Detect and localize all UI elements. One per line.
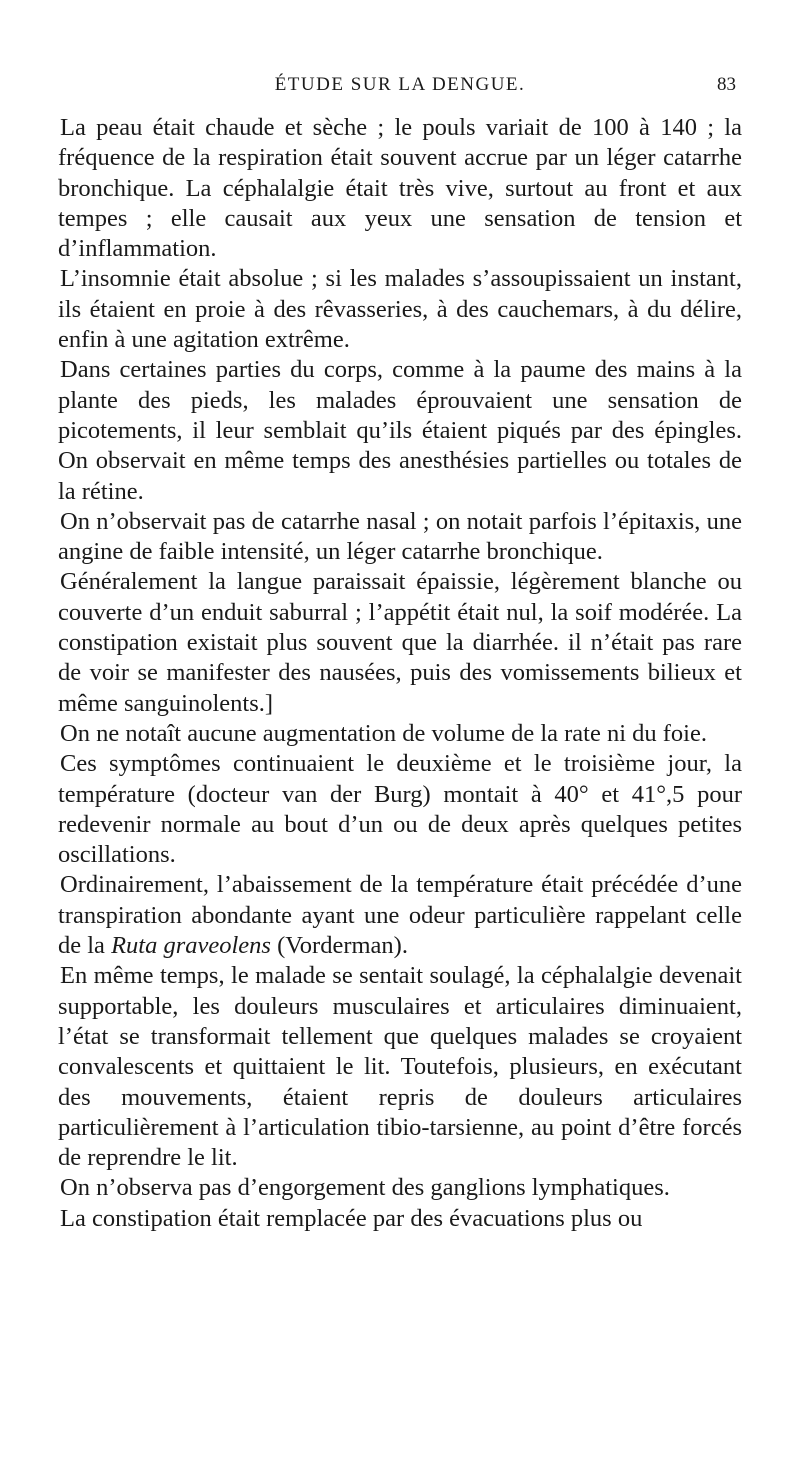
paragraph-with-italic <box>58 870 742 961</box>
paragraph: La constipation était remplacée par des évacuations plus ou <box>60 1204 643 1232</box>
body-text <box>58 113 742 1234</box>
paragraph: On n’observait pas de catarrhe nasal ; on notait parfois l’épitaxis, une angine de faible intensité, un léger catarrhe bronchique. <box>58 507 742 566</box>
paragraph: La peau était chaude et sèche ; le pouls variait de 100 à 140 ; la fréquence de la respiration était souvent accrue par un léger catarrhe bronchique. La céphalalgie était très vive, surtout au front et aux tempes ; elle causait aux yeux une sensation de tension et d’inflammation. <box>58 114 742 263</box>
running-header <box>58 74 742 102</box>
italic-species-name: Ruta graveolens <box>111 932 271 960</box>
paragraph: Dans certaines parties du corps, comme à la paume des mains à la plante des pieds, les malades éprouvaient une sensation de picotements, il leur semblait qu’ils étaient piqués par des épingles. On observait en même temps des anesthésies partielles ou totales de la rétine. <box>58 356 742 505</box>
paragraph-text: (Vorderman). <box>270 932 408 960</box>
paragraph: En même temps, le malade se sentait soulagé, la céphalalgie devenait supportable, les douleurs musculaires et articulaires diminuaient, l’état se transformait tellement que quelques malades se croyaient convalescents et quittaient le lit. Toutefois, plusieurs, en exécutant des mouvements, étaient repris de douleurs articulaires particulièrement à l’articulation tibio-tarsienne, au point d’être forcés de reprendre le lit. <box>58 962 742 1172</box>
paragraph-text: Ordinairement, l’abaissement de la température était précédée d’une transpiration abondante ayant une odeur particulière rappelant celle de la <box>58 871 742 960</box>
page-number: 83 <box>717 74 736 95</box>
paragraph: L’insomnie était absolue ; si les malades s’assoupissaient un instant, ils étaient en proie à des rêvasseries, à des cauchemars, à du délire, enfin à une agitation extrême. <box>58 265 742 354</box>
paragraph: Généralement la langue paraissait épaissie, légèrement blanche ou couverte d’un enduit saburral ; l’appétit était nul, la soif modérée. La constipation existait plus souvent que la diarrhée. il n’était pas rare de voir se manifester des nausées, puis des vomissements bilieux et même sanguinolents.] <box>58 568 742 717</box>
running-title: ÉTUDE SUR LA DENGUE. <box>274 74 526 95</box>
paragraph: Ces symptômes continuaient le deuxième et le troisième jour, la température (docteur van der Burg) montait à 40° et 41°,5 pour redevenir normale au bout d’un ou de deux après quelques petites oscillations. <box>58 750 742 869</box>
paragraph: On n’observa pas d’engorgement des ganglions lymphatiques. <box>60 1174 670 1202</box>
paragraph: On ne notaît aucune augmentation de volume de la rate ni du foie. <box>60 719 707 747</box>
